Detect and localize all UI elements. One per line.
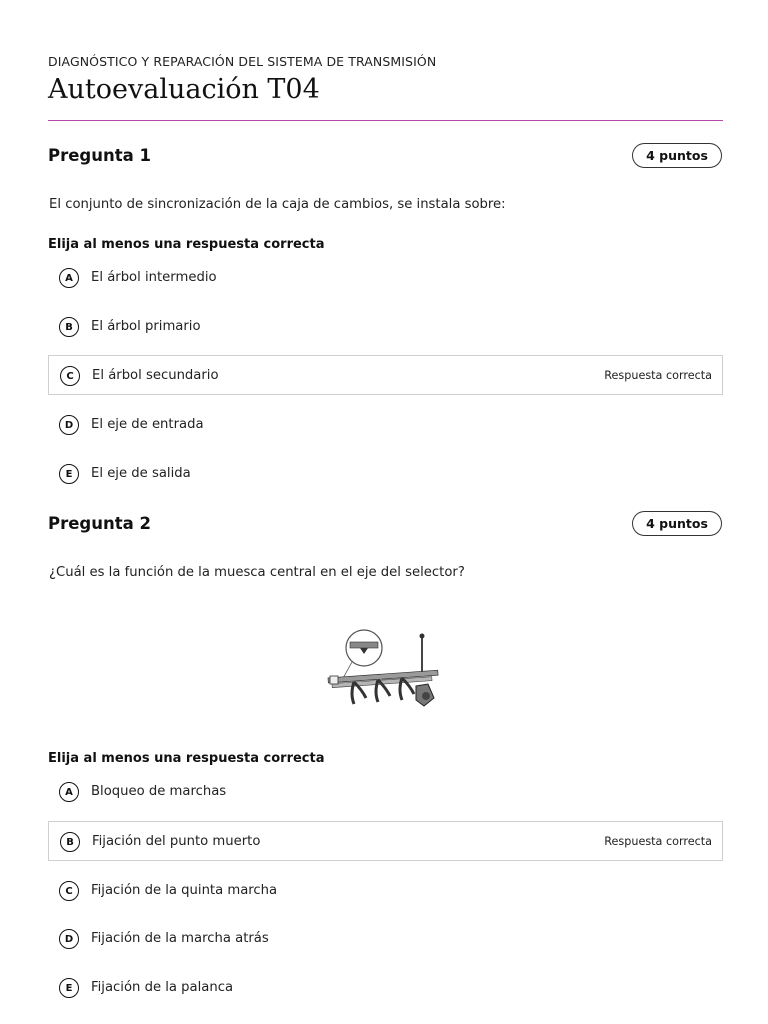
question-1-text: El conjunto de sincronización de la caja de cambios, se instala sobre: <box>49 197 506 212</box>
correct-answer-label: Respuesta correcta <box>604 369 712 382</box>
option-text: Bloqueo de marchas <box>91 784 227 799</box>
question-2-option-e[interactable] <box>48 968 723 1008</box>
option-text: Fijación de la marcha atrás <box>91 931 269 946</box>
question-2-instruction: Elija al menos una respuesta correcta <box>48 751 325 766</box>
question-2-points-badge: 4 puntos <box>632 511 722 536</box>
option-text: Fijación de la quinta marcha <box>91 883 278 898</box>
question-2-option-c[interactable] <box>48 871 723 911</box>
question-2-option-b[interactable] <box>48 821 723 861</box>
question-1-title: Pregunta 1 <box>48 146 151 165</box>
course-name: DIAGNÓSTICO Y REPARACIÓN DEL SISTEMA DE TRANSMISIÓN <box>48 54 437 69</box>
option-letter-c: C <box>60 366 80 386</box>
option-letter-d: D <box>59 929 79 949</box>
gear-selector-shaft-illustration <box>324 624 444 710</box>
option-letter-b: B <box>60 832 80 852</box>
option-text: El eje de salida <box>91 466 191 481</box>
question-1-option-a[interactable] <box>48 258 723 298</box>
option-text: El árbol secundario <box>92 368 219 383</box>
option-letter-a: A <box>59 782 79 802</box>
question-2-option-d[interactable] <box>48 919 723 959</box>
option-letter-e: E <box>59 978 79 998</box>
question-1-option-e[interactable] <box>48 454 723 494</box>
question-1-instruction: Elija al menos una respuesta correcta <box>48 237 325 252</box>
question-1-points-badge: 4 puntos <box>632 143 722 168</box>
option-text: Fijación de la palanca <box>91 980 234 995</box>
question-1-option-d[interactable] <box>48 405 723 445</box>
title-divider <box>48 120 723 121</box>
question-1-option-b[interactable] <box>48 307 723 347</box>
option-letter-c: C <box>59 881 79 901</box>
option-text: El árbol intermedio <box>91 270 217 285</box>
option-letter-d: D <box>59 415 79 435</box>
question-2-text: ¿Cuál es la función de la muesca central en el eje del selector? <box>49 565 465 580</box>
option-text: Fijación del punto muerto <box>92 834 261 849</box>
option-letter-e: E <box>59 464 79 484</box>
question-1-option-c[interactable] <box>48 355 723 395</box>
option-letter-a: A <box>59 268 79 288</box>
question-2-title: Pregunta 2 <box>48 514 151 533</box>
option-text: El árbol primario <box>91 319 201 334</box>
page-title: Autoevaluación T04 <box>48 74 320 105</box>
question-2-option-a[interactable] <box>48 772 723 812</box>
correct-answer-label: Respuesta correcta <box>604 835 712 848</box>
option-text: El eje de entrada <box>91 417 204 432</box>
option-letter-b: B <box>59 317 79 337</box>
